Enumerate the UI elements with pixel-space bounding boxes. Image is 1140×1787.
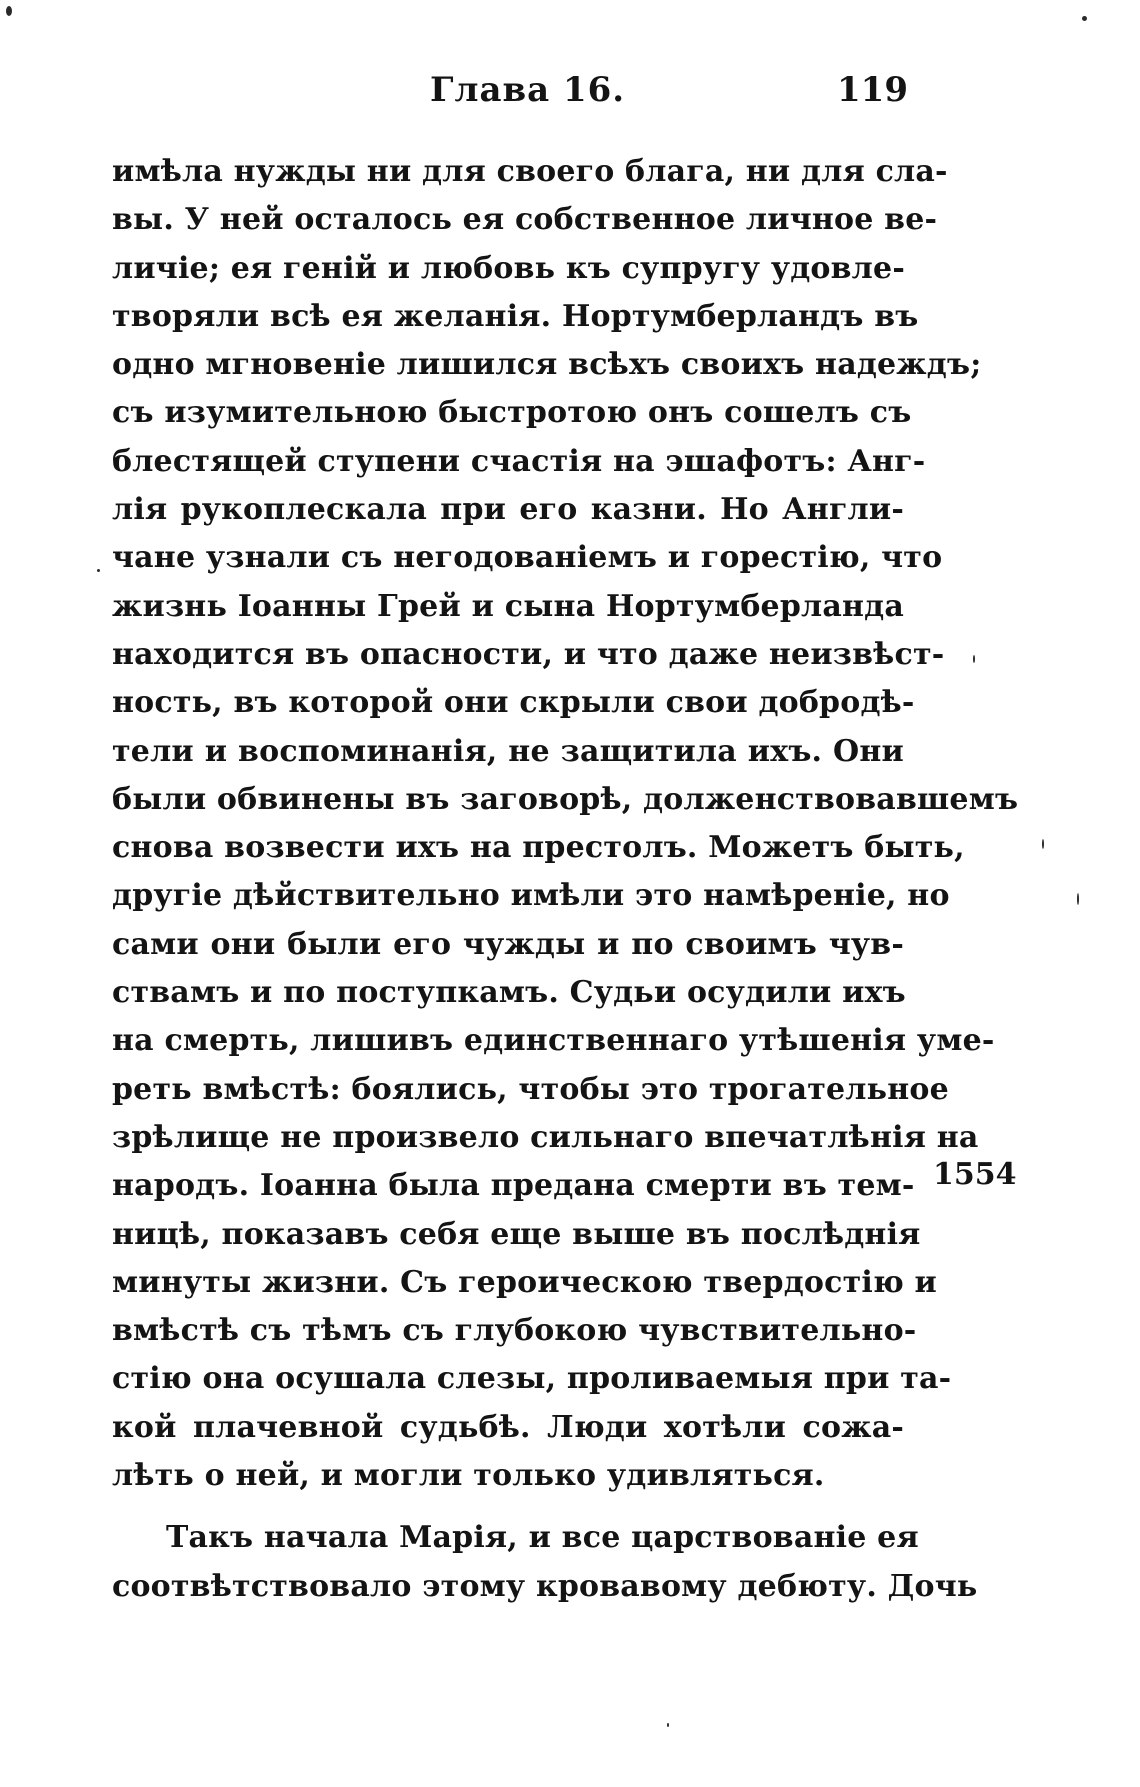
text-line: тели и воспоминанія, не защитила ихъ. Они xyxy=(112,733,904,769)
text-line: творяли всѣ ея желанія. Нортумберландъ въ xyxy=(112,298,919,334)
text-line: минуты жизни. Съ героическою твердостію и xyxy=(112,1264,938,1300)
text-line: личіе; ея геній и любовь къ супругу удовле- xyxy=(112,250,905,286)
text-line: лѣть о ней, и могли только удивляться. xyxy=(112,1458,825,1494)
text-line: жизнь Іоанны Грей и сына Нортумберланда xyxy=(112,588,904,624)
text-line: имѣла нужды ни для своего блага, ни для сла- xyxy=(112,154,948,189)
text-line: ность, въ которой они скрыли свои добродѣ- xyxy=(112,685,915,721)
text-line: лія рукоплескала при его казни. Но Англи- xyxy=(112,492,904,528)
scan-speck xyxy=(1042,839,1044,849)
text-line: одно мгновеніе лишился всѣхъ своихъ надеждъ; xyxy=(112,347,982,383)
scan-speck xyxy=(973,655,975,663)
scan-speck xyxy=(1082,16,1087,21)
text-line: снова возвести ихъ на престолъ. Можетъ быть, xyxy=(112,830,965,866)
paragraph xyxy=(112,1514,978,1611)
text-line: на смерть, лишивъ единственнаго утѣшенія уме- xyxy=(112,1023,995,1059)
text-line: ницѣ, показавъ себя еще выше въ послѣднія xyxy=(112,1216,921,1252)
chapter-title: Глава 16. xyxy=(430,70,626,110)
text-line: съ изумительною быстротою онъ сошелъ съ xyxy=(112,395,912,431)
scan-speck xyxy=(6,6,12,16)
text-line: другіе дѣйствительно имѣли это намѣреніе, но xyxy=(112,878,950,914)
running-head xyxy=(112,62,912,118)
text-line: Такъ начала Марія, и все царствованіе ея xyxy=(166,1520,919,1556)
text-line: кой плачевной судьбѣ. Люди хотѣли сожа- xyxy=(112,1409,904,1445)
text-line: ствамъ и по поступкамъ. Судьи осудили ихъ xyxy=(112,975,906,1011)
text-line: зрѣлище не произвело сильнаго впечатлѣнія на xyxy=(112,1119,979,1155)
text-line: соотвѣтствовало этому кровавому дебюту. Дочь xyxy=(112,1568,978,1604)
paragraph-gap xyxy=(112,1500,904,1514)
text-line: реть вмѣстѣ: боялись, чтобы это трогательное xyxy=(112,1071,949,1107)
margin-year-note: 1554 xyxy=(933,1157,1017,1192)
scan-speck xyxy=(97,569,100,572)
text-line: сами они были его чужды и по своимъ чув- xyxy=(112,926,904,962)
text-line: вмѣстѣ съ тѣмъ съ глубокою чувствительно- xyxy=(112,1313,917,1349)
scan-speck xyxy=(667,1723,669,1727)
text-line: народъ. Іоанна была предана смерти въ тем- xyxy=(112,1168,915,1204)
page-number: 119 xyxy=(837,70,908,110)
text-line: были обвинены въ заговорѣ, долженствовавшемъ xyxy=(112,781,1019,817)
text-line: находится въ опасности, и что даже неизвѣст- xyxy=(112,636,945,672)
text-line: блестящей ступени счастія на эшафотъ: Анг- xyxy=(112,443,926,479)
text-line: стію она осушала слезы, проливаемыя при та- xyxy=(112,1361,952,1397)
text-line: вы. У ней осталось ея собственное личное ве- xyxy=(112,202,938,238)
text-line: чане узнали съ негодованіемъ и горестію, что xyxy=(112,540,943,576)
scan-speck xyxy=(1077,893,1079,905)
